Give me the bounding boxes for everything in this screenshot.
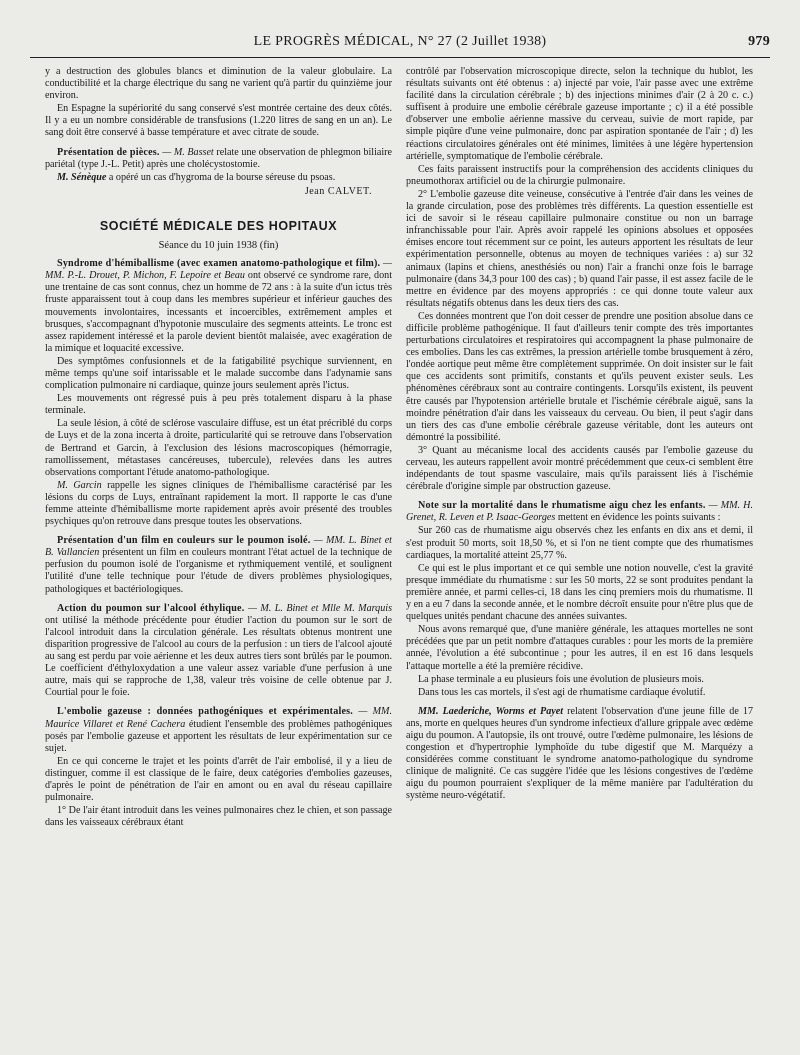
report-text: rappelle les signes cliniques de l'hémiballisme caractérisé par les lésions du corps de Luys, entraînant rapidement la mort. Il rapporte le cas d'une femme atteinte d'hémiballisme morte rapidement après avoir présenté des troubles psychiques qu'on retrouve dans presque toutes les observations. (45, 479, 392, 528)
report-authors: M. Garcin (57, 479, 102, 491)
left-column (45, 66, 392, 1046)
report-authors: M. Sénèque (57, 171, 107, 183)
paragraph: Dans tous les cas mortels, il s'est agi de rhumatisme cardiaque évolutif. (418, 686, 706, 698)
paragraph: Des symptômes confusionnels et de la fatigabilité psychique surviennent, en même temps qu'une soif intarissable et le malade succombe dans l'adynamie sans complication pulmonaire ni cardiaque, quinze jours seulement après l'ictus. (45, 355, 392, 392)
report-text: relate une observation de phlegmon biliaire pariétal (type J.-L. Petit) après une cholécystostomie. (45, 146, 392, 170)
report-authors: MM. Laederiche, Worms et Payet (418, 705, 564, 717)
report-authors: — M. L. Binet et Mlle M. Marquis (247, 602, 392, 614)
report-title: Présentation de pièces. (57, 146, 160, 158)
report-text: étudient l'ensemble des problèmes pathogéniques posés par l'embolie gazeuse et apportent les résultats de leur expérimentation sur ce sujet. (45, 718, 392, 754)
paragraph: 1° De l'air étant introduit dans les veines pulmonaires chez le chien, et son passage dans les vaisseaux cérébraux étant (45, 805, 392, 829)
paragraph: Sur 260 cas de rhumatisme aigu observés chez les enfants en dix ans et demi, il s'est produit 50 morts, soit 18,50 %, et si l'on ne tient compte que des rhumatismes cardiaques, la mortalité atteint 25,77 %. (406, 525, 753, 561)
paragraph: Ce qui est le plus important et ce qui semble une notion nouvelle, c'est la gravité presque immédiate du rhumatisme : sur les 50 morts, 22 se sont produites pendant la première année, et parmi celles-ci, 18 dans les cinq premiers mois du rhumatisme. Il y en a eu 7 dans la seconde année, et le nombre décroît ensuite pour n'être plus que de quelques unités pendant chacune des années suivantes. (406, 562, 753, 623)
paragraph: La phase terminale a eu plusieurs fois une évolution de plusieurs mois. (418, 673, 704, 685)
report-entry (406, 706, 753, 803)
section-title: SOCIÉTÉ MÉDICALE DES HOPITAUX (99, 218, 338, 233)
report-text: ont utilisé la méthode précédente pour étudier l'action du poumon sur le sort de l'alcool introduit dans la circulation générale. Les résultats obtenus montrent une disparition progressive de l'alcool au cours de la perfusion : un tiers de l'alcool ajouté au sang est perdu par voie aérienne et les deux autres tiers sont brûlés par le poumon. Le coefficient d'éthyloxydation a une valeur assez variable d'une perfusion à une autre, mais qui se rapproche de 1,38, valeur très voisine de celle obtenue par J. Courtial pour le foie. (45, 614, 392, 699)
report-entry (45, 258, 392, 355)
page-number: 979 (748, 34, 770, 49)
paragraph: y a destruction des globules blancs et diminution de la valeur globulaire. La conductibilité et la charge électrique du sang ne varient qu'à partir du quinzième jour environ. (45, 66, 392, 102)
report-title: Syndrome d'hémiballisme (avec examen anatomo-pathologique et film). (57, 258, 381, 270)
paragraph: contrôlé par l'observation microscopique directe, selon la technique du hublot, les résultats suivants ont été obtenus : a) injecté par voie, l'air passe avec une extrême facilité dans la circulation cérébrale ; b) des injections minimes d'air (2 à 20 c. c.) suffisent à produire une embolie cérébrale gazeuse importante ; c) il a été possible d'observer une embolie aérienne massive du cerveau, suivie de mort rapide, par simple piqûre d'une veine pulmonaire, donc par aspiration spontanée de l'air ; d) les réactions circulatoires générales ont été minimes, limitées à une légère hypertension artérielle, symptomatique de l'embolie cérébrale. (406, 66, 753, 162)
journal-title: LE PROGRÈS MÉDICAL, N° 27 (2 Juillet 1938) (253, 34, 547, 49)
right-column (406, 66, 753, 1046)
header-rule (30, 57, 770, 58)
report-text: mettent en évidence les points suivants : (557, 512, 721, 524)
report-text: ont observé ce syndrome rare, dont une trentaine de cas sont connus, chez un homme de 72 ans : à la suite d'un ictus très fruste apparaissent tout à coup dans les membres supérieur et inférieur gauches des mouvements involontaires, incessants et incoercibles, extrêmement amples et brusques, s'accompagnant d'hypotonie musculaire des segments atteints. Le tronc est assez rapidement intéressé et la parole devient bientôt malaisée, avec exagération de la mimique et loquacité excessive. (45, 270, 392, 354)
report-entry (45, 147, 392, 171)
report-entry (45, 603, 392, 700)
report-entry (45, 706, 392, 754)
report-title: Présentation d'un film en couleurs sur le poumon isolé. (57, 535, 311, 547)
signature: Jean CALVET. (304, 185, 372, 197)
report-entry (45, 172, 392, 184)
report-title: L'embolie gazeuse : données pathogéniques et expérimentales. (57, 706, 354, 718)
paragraph: 2° L'embolie gazeuse dite veineuse, consécutive à l'entrée d'air dans les veines de la grande circulation, pose des problèmes très différents. La question essentielle est ici de savoir si le réseau capillaire pulmonaire constitue ou non un barrage infranchissable pour l'air. Après avoir rappelé les opinions absolues et opposées émises encore tout récemment sur ce point, les auteurs apportent les résultats de leur expérimentation personnelle, obtenus au moyen de techniques variées : a) sur 32 animaux (lapins et chiens, anesthésiés ou non) l'air a franchi onze fois le barrage pulmonaire (dans 34,3 pour 100 des cas) ; b) quand l'air passe, il est assez facile de le mettre en évidence par des moyens appropriés : ce qui donne toute valeur aux résultats négatifs obtenus dans les deux tiers des cas. (406, 188, 753, 309)
session-date: Séance du 10 juin 1938 (fin) (158, 240, 279, 252)
report-text: relatent l'observation d'une jeune fille de 17 ans, morte en quelques heures d'un syndrome infectieux d'allure grippale avec œdème aigu du poumon. A l'autopsie, ils ont trouvé, outre l'œdème pulmonaire, les lésions de congestion et d'hypertrophie lymphoïde du tube digestif que M. Marquézy a considérées comme constituant le syndrome anatomo-pathologique du syndrome clinique de malignité. Ce cas suggère l'idée que les lésions congestives de l'œdème aigu du poumon pourraient s'expliquer de la même manière par l'adultération du système neuro-végétatif. (406, 705, 753, 802)
report-entry (45, 535, 392, 595)
running-header (30, 34, 770, 54)
report-entry (45, 480, 392, 528)
paragraph: Les mouvements ont régressé puis à peu près totalement disparu à la phase terminale. (45, 393, 392, 417)
report-authors: — M. Basset (162, 146, 214, 158)
paragraph: Nous avons remarqué que, d'une manière générale, les attaques mortelles ne sont précédées que par un petit nombre d'attaques curables : pour les morts de la première année, l'évolution a été subcontinue ; pour les autres, il en est 16 dans lesquels l'attaque mortelle a été la première récidive. (406, 624, 753, 672)
paragraph: En Espagne la supériorité du sang conservé s'est montrée certaine des deux côtés. Il y a eu un nombre considérable de transfusions (1.220 litres de sang en un an). Le sang doit être conservé à basse température et avec citrate de soude. (45, 103, 392, 139)
report-text: présentent un film en couleurs montrant l'état actuel de la technique de perfusion du poumon isolé de l'organisme et rythmiquement ventilé, et soulignent l'utilité d'une telle technique pour l'étude de divers problèmes physiologiques, pathologiques et bactériologiques. (45, 547, 392, 595)
report-authors: — MM. H. Grenet, R. Leven et P. Isaac-Georges (406, 500, 753, 524)
paragraph: La seule lésion, à côté de sclérose vasculaire diffuse, est un état précriblé du corps de Luys et de la zona incerta à droite, particularité qui se retrouve dans l'observation de Bertrand et Garcin, à l'exclusion des lésions macroscopiques (hémorragie, ramollissement, métastases cancéreuses, tubercule), relevées dans les autres observations comportant l'étude anatomo-pathologique. (45, 418, 392, 478)
report-title: Action du poumon sur l'alcool éthylique. (57, 602, 245, 614)
paragraph: Ces faits paraissent instructifs pour la compréhension des accidents cliniques du pneumothorax artificiel ou de la chirurgie pulmonaire. (406, 163, 753, 187)
report-entry (406, 500, 753, 524)
report-authors: — MM. P.-L. Drouet, P. Michon, F. Lepoire et Beau (45, 258, 392, 282)
report-title: Note sur la mortalité dans le rhumatisme aigu chez les enfants. (418, 500, 706, 512)
report-text: a opéré un cas d'hygroma de la bourse séreuse du psoas. (108, 171, 336, 183)
paragraph: 3° Quant au mécanisme local des accidents causés par l'embolie gazeuse du cerveau, les auteurs rappellent avoir montré précédemment que ceux-ci semblent être indépendants de tout spasme vasculaire, mais qu'ils paraissent liés à l'ischémie cérébrale d'origine simple par obstruction gazeuse. (406, 444, 753, 493)
report-authors: — MM. L. Binet et B. Vallancien (45, 535, 392, 559)
paragraph: Ces données montrent que l'on doit cesser de prendre une position absolue dans ce difficile problème pathogénique. Il faut d'ailleurs tenir compte des très importantes perturbations circulatoires et respiratoires qui accompagnent la phase pulmonaire de ces embolies. Dans les cas extrêmes, la pression artérielle tombe brusquement à zéro, l'ondée aortique peut même être complètement supprimée. On doit insister sur le fait que ces accidents sont primitifs, constants et qu'ils peuvent exister seuls. Les phénomènes cérébraux sont au contraire contingents. Lorsqu'ils existent, ils peuvent être causés par l'hypotension artérielle brutale et l'ischémie cérébrale aiguë, sans la moindre pénétration d'air dans les vaisseaux du cerveau. Ou bien, il peut s'agir dans un tiers des cas d'une embolie cérébrale gazeuse véritable, dont les auteurs ont démontré la possibilité. (406, 310, 753, 443)
report-authors: — MM. Maurice Villaret et René Cachera (45, 706, 392, 730)
paragraph: En ce qui concerne le trajet et les points d'arrêt de l'air embolisé, il y a lieu de distinguer, comme il est classique de le faire, deux catégories d'embolies gazeuses, d'après le point de pénétration de l'air en amont ou en aval du réseau capillaire pulmonaire. (45, 755, 392, 804)
